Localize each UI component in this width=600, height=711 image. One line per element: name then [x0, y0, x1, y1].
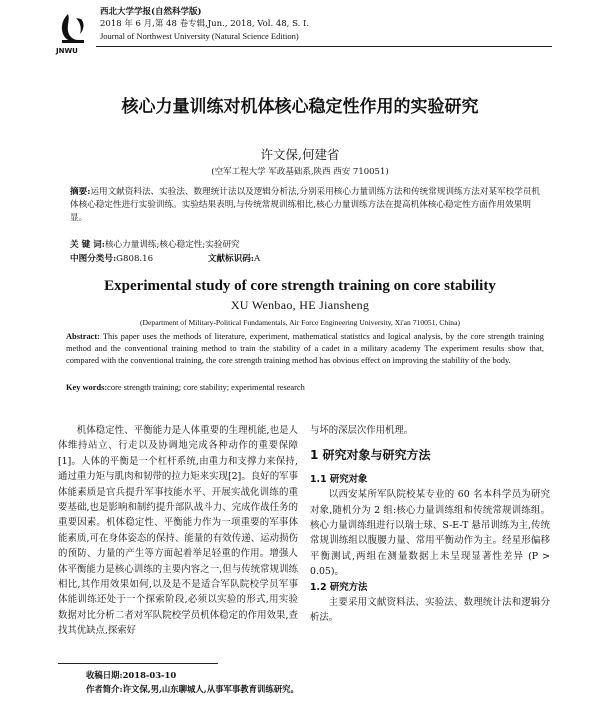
doc-code-value: A	[253, 254, 261, 264]
keywords-en	[66, 383, 544, 392]
paper-title-en: Experimental study of core strength training on core stability	[104, 278, 496, 294]
doc-code-label: 文献标识码:	[207, 254, 254, 264]
journal-name-cn: 西北大学学报(自然科学版)	[100, 7, 202, 17]
abstract-en-text: This paper uses the methods of literature, experiment, mathematical statistics and logical analysis, by the core strength training method and the conventional training method to train the stability of a cadet in a military academy The experiment results show that, compared with the conventional training, the core strength training method has obvious effect on improving the stability of the body.	[66, 332, 544, 366]
journal-name-en: Journal of Northwest University (Natural Science Edition)	[100, 31, 299, 41]
paper-title-cn: 核心力量训练对机体核心稳定性作用的实验研究	[121, 97, 479, 117]
journal-header	[100, 6, 309, 42]
clc-label: 中图分类号:	[70, 254, 117, 264]
footnote-rule	[58, 663, 218, 664]
keywords-cn-text: 核心力量训练;核心稳定性;实验研究	[104, 240, 240, 250]
keywords-cn	[70, 238, 540, 250]
affiliation-en: (Department of Military-Political Fundamentals, Air Force Engineering University, Xi'an 710051, China)	[140, 318, 460, 327]
keywords-cn-label: 关 键 词:	[70, 240, 105, 250]
abstract-en-label: Abstract:	[66, 332, 100, 341]
abstract-cn	[70, 186, 540, 225]
logo-text: JNWU	[56, 47, 78, 55]
keywords-en-text: core strength training; core stability; experimental research	[107, 383, 305, 392]
footnotes	[86, 668, 299, 696]
clc-value: G808.16	[116, 254, 154, 264]
intro-paragraph: 机体稳定性、平衡能力是人体重要的生理机能,也是人体维持站立、行走以及协调地完成各种动作的重要保障[1]。人体的平衡是一个杠杆系统,由重力和支撑力来保持,通过重力矩与肌肉和韧带的拉力矩来实现[2]。良好的军事体能素质是官兵提升军事技能水平、开展实战化训练的重要基础,也是影响和制约提升部队战斗力、完成作战任务的重要因素。机体稳定性、平衡能力作为一项重要的军事体能素质,可在身体姿态的保持、能量的有效传递、运动损伤的预防、力量的产生等方面起着举足轻重的作用。增强人体平衡能力是核心训练的主要内容之一,但与传统常规训练相比,其作用效果如何,以及是不是适合军队院校学员军事体能训练还处于一个探索阶段,必须以实验的形式,用实验数据对比分析二者对军队院校学员机体稳定的作用效果,查找其优缺点,探索好	[58, 425, 298, 637]
subsection-1-2-text: 主要采用文献资料法、实验法、数理统计法和逻辑分析法。	[310, 597, 550, 624]
subsection-1-1-text: 以西安某所军队院校某专业的 60 名本科学员为研究对象,随机分为 2 组:核心力量训练组和传统常规训练组。核心力量训练组进行以瑞士球、S-E-T 悬吊训练为主,传统常规训练组以腹腰力量、常用平衡动作为主。经星形偏移平衡测试,两组在测量数据上未呈现显著性差异 (P > 0.05)。	[310, 489, 550, 578]
author-bio: 作者简介:许文保,男,山东聊城人,从事军事教育训练研究。	[86, 684, 299, 694]
authors-en: XU Wenbao, HE Jiansheng	[230, 298, 370, 312]
body-right-column	[310, 423, 550, 626]
body-left-column	[58, 423, 298, 639]
abstract-cn-label: 摘要:	[70, 187, 91, 197]
issue-line: 2018 年 6 月,第 48 卷专辑,Jun., 2018, Vol. 48, S. I.	[100, 19, 310, 29]
authors-cn: 许文保,何建省	[260, 147, 340, 162]
subsection-heading-1-2: 1.2 研究方法	[310, 581, 368, 593]
section-heading-1: 1 研究对象与研究方法	[310, 448, 431, 463]
abstract-cn-text: 运用文献资料法、实验法、数理统计法以及逻辑分析法,分别采用核心力量训练方法和传统常规训练方法对某军校学员机体核心稳定性进行实验训练。实验结果表明,与传统常规训练相比,核心力量训练方法在提高机体核心稳定性方面作用效果明显。	[70, 187, 540, 223]
subsection-heading-1-1: 1.1 研究对象	[310, 473, 368, 485]
affiliation-cn: (空军工程大学 军政基础系,陕西 西安 710051)	[211, 167, 389, 177]
abstract-en	[66, 331, 544, 368]
classification-line	[70, 252, 540, 264]
journal-logo	[54, 10, 94, 56]
keywords-en-label: Key words:	[66, 383, 108, 392]
header-rule	[96, 46, 552, 47]
received-date: 收稿日期:2018-03-10	[86, 670, 177, 680]
intro-continuation: 与坏的深层次作用机理。	[310, 425, 414, 436]
